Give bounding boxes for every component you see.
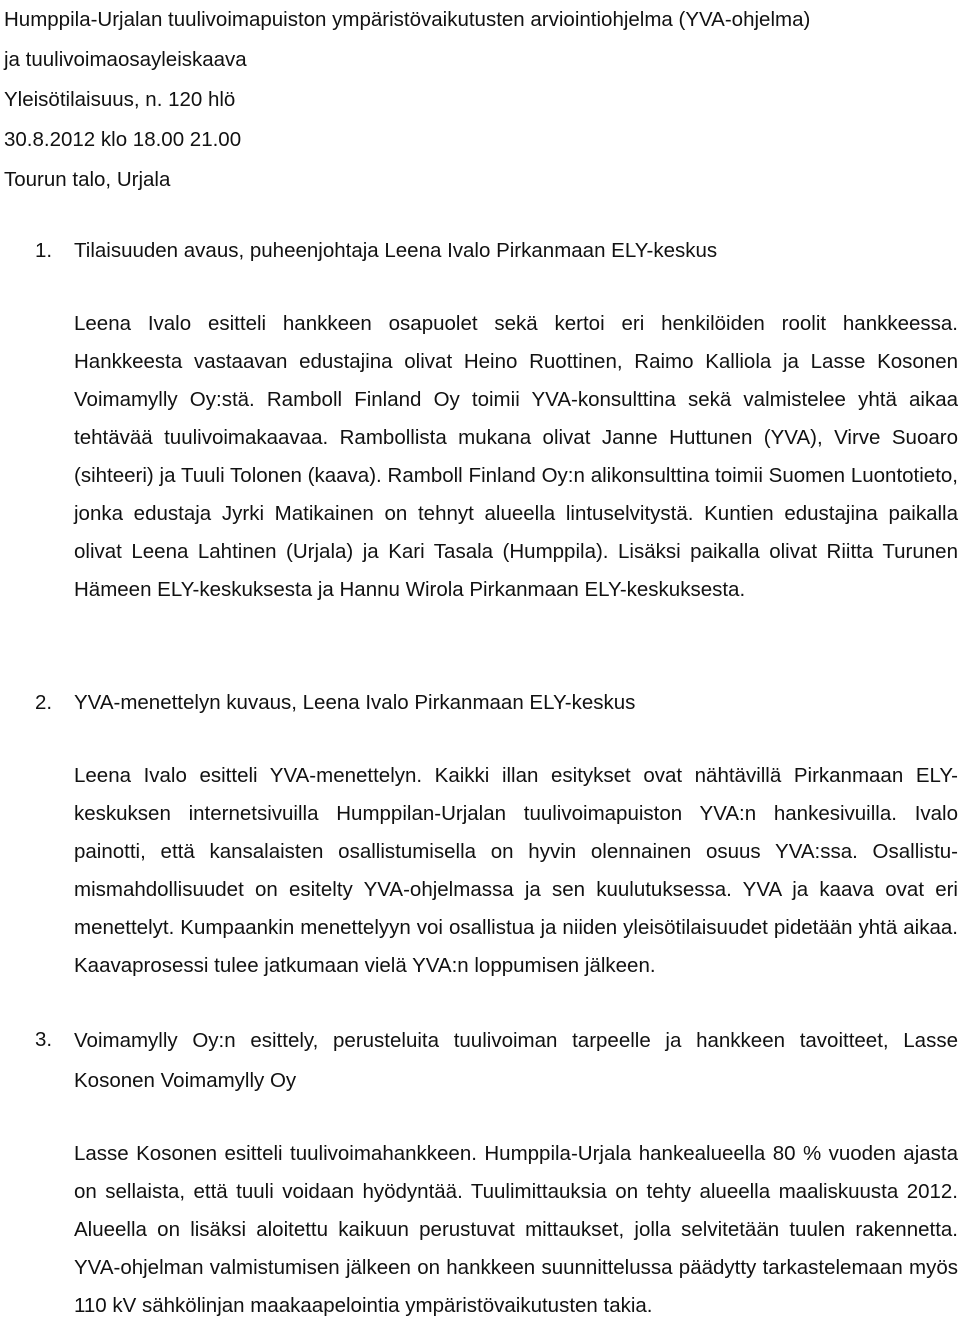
agenda-item-2 (0, 684, 958, 985)
agenda-item-title: YVA-menettelyn kuvaus, Leena Ivalo Pirkanmaan ELY-keskus (74, 691, 636, 714)
agenda-item-title: Voimamylly Oy:n esittely, perusteluita tuulivoiman tarpeelle ja hankkeen tavoitteet, Lasse Kosonen Voimamylly Oy (74, 1029, 958, 1092)
agenda-item-number: 1. (35, 239, 53, 262)
event-location: Tourun talo, Urjala (4, 168, 171, 191)
event-description: Yleisötilaisuus, n. 120 hlö (4, 88, 236, 111)
agenda-item-heading (0, 684, 958, 721)
document-title-line-1: Humppila-Urjalan tuulivoimapuiston ympäristövaikutusten arviointiohjelma (YVA-ohjelma) (4, 8, 811, 31)
event-datetime: 30.8.2012 klo 18.00 21.00 (4, 128, 242, 151)
agenda-item-heading (0, 232, 958, 269)
agenda-item-heading (0, 1021, 958, 1101)
agenda-item-3 (0, 1021, 958, 1325)
agenda-item-1 (0, 232, 958, 609)
agenda-item-body: Leena Ivalo esitteli hankkeen osapuolet sekä kertoi eri henkilöiden roolit hankkeessa. Hankkeesta vastaavan edustajina olivat Heino Ruottinen, Raimo Kalliola ja Lasse Kosonen Voimamylly Oy:stä. Ramboll Finland Oy toimii YVA-konsulttina sekä valmistelee yhtä aikaa tehtävää tuulivoimakaavaa. Rambollista mukana olivat Janne Huttunen (YVA), Virve Suoaro (sihteeri) ja Tuuli Tolonen (kaava). Ramboll Finland Oy:n alikonsulttina toimii Suomen Luontotieto, jonka edustaja Jyrki Matikainen on tehnyt alueella lintuselvitystä. Kuntien edustajina paikalla olivat Leena Lahtinen (Urjala) ja Kari Tasala (Humppila). Lisäksi paikalla olivat Riitta Turunen Hämeen ELY-keskuksesta ja Hannu Wirola Pirkanmaan ELY-keskuksesta. (74, 312, 958, 601)
agenda-item-number: 2. (35, 691, 53, 714)
document-header (4, 0, 954, 200)
document-title-line-2: ja tuulivoimaosayleiskaava (4, 48, 247, 71)
agenda-item-title: Tilaisuuden avaus, puheenjohtaja Leena Ivalo Pirkanmaan ELY-keskus (74, 239, 718, 262)
agenda-item-number: 3. (35, 1028, 53, 1051)
agenda-item-body: Leena Ivalo esitteli YVA-menettelyn. Kaikki illan esitykset ovat nähtävillä Pirkanmaan ELY-keskuksen internetsivuilla Humppilan-Urjalan tuulivoimapuiston YVA:n hankesivuilla. Ivalo painotti, että kansalaisten osallistumisella on hyvin olennainen osuus YVA:ssa. Osallistumismahdollisuudet on esitelty YVA-ohjelmassa ja sen kuulutuksessa. YVA ja kaava ovat eri menettelyt. Kumpaankin menettelyyn voi osallistua ja niiden yleisötilaisuudet pidetään yhtä aikaa. Kaavaprosessi tulee jatkumaan vielä YVA:n loppumisen jälkeen. (74, 764, 958, 977)
agenda-item-body: Lasse Kosonen esitteli tuulivoimahankkeen. Humppila-Urjala hankealueella 80 % vuoden ajasta on sellaista, että tuuli voidaan hyödyntää. Tuulimittauksia on tehty alueella maaliskuusta 2012. Alueella on lisäksi aloitettu kaikuun perustuvat mittaukset, jolla selvitetään tuulen rakennetta. YVA-ohjelman valmistumisen jälkeen on hankkeen suunnittelussa päädytty tarkastelemaan myös 110 kV sähkölinjan maakaapelointia ympäristövaikutusten takia. (74, 1142, 958, 1317)
